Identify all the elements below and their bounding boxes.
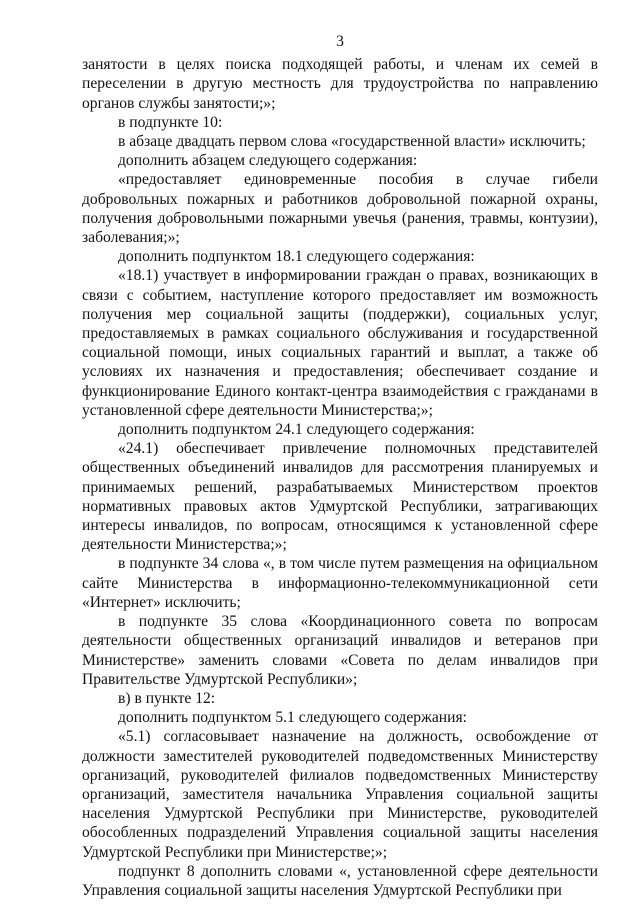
paragraph-5: «предоставляет единовременные пособия в случае гибели добровольных пожарных и работников добровольной пожарной охраны, получения добровольными пожарными увечья (ранения, травмы, контузии), заболевания;»; — [82, 171, 598, 247]
paragraph-1: занятости в целях поиска подходящей работы, и членам их семей в переселении в другую местность для трудоустройства по направлению органов службы занятости;»; — [82, 56, 598, 112]
paragraph-6: дополнить подпунктом 18.1 следующего содержания: — [118, 248, 475, 266]
paragraph-8: дополнить подпунктом 24.1 следующего содержания: — [118, 421, 475, 439]
paragraph-11: в подпункте 35 слова «Координационного совета по вопросам деятельности общественных организаций инвалидов и ветеранов при Министерстве» заменить словами «Совета по делам инвалидов при Правительстве Удмуртской Республики»; — [82, 613, 598, 688]
paragraph-2: в подпункте 10: — [118, 113, 223, 131]
paragraph-14: «5.1) согласовывает назначение на должность, освобождение от должности заместителей руководителей подведомственных Министерству организаций, руководителей филиалов подведомственных Министерству организаций, заместителя начальника Управления социальной защиты населения Удмуртской Республики при Министерстве, руководителей обособленных подразделений Управления социальной защиты населения Удмуртской Республики при Министерстве;»; — [82, 728, 598, 861]
paragraph-4: дополнить абзацем следующего содержания: — [118, 152, 418, 170]
paragraph-7: «18.1) участвует в информировании граждан о правах, возникающих в связи с событием, наступление которого предоставляет им возможность получения мер социальной защиты (поддержки), социальных услуг, предоставляемых в рамках социального обслуживания и государственной социальной помощи, иных социальных гарантий и выплат, а также об условиях их назначения и предоставления; обеспечивает создание и функционирование Единого контакт-центра взаимодействия с гражданами в установленной сфере деятельности Министерства;»; — [82, 267, 598, 419]
paragraph-3: в абзаце двадцать первом слова «государственной власти» исключить; — [118, 133, 586, 151]
paragraph-10: в подпункте 34 слова «, в том числе путем размещения на официальном сайте Министерства в информационно-телекоммуникационной сети «Интернет» исключить; — [82, 555, 598, 611]
paragraph-9: «24.1) обеспечивает привлечение полномочных представителей общественных объединений инвалидов для рассмотрения планируемых и принимаемых решений, разрабатываемых Министерством проектов нормативных правовых актов Удмуртской Республики, затрагивающих интересы инвалидов, по вопросам, относящимся к установленной сфере деятельности Министерства;»; — [82, 440, 598, 554]
page-number: 3 — [336, 33, 344, 50]
paragraph-15: подпункт 8 дополнить словами «, установленной сфере деятельности Управления социальной защиты населения Удмуртской Республики при — [82, 862, 598, 899]
paragraph-13: дополнить подпунктом 5.1 следующего содержания: — [118, 709, 467, 727]
paragraph-12: в) в пункте 12: — [118, 689, 216, 707]
document-page — [82, 32, 598, 900]
